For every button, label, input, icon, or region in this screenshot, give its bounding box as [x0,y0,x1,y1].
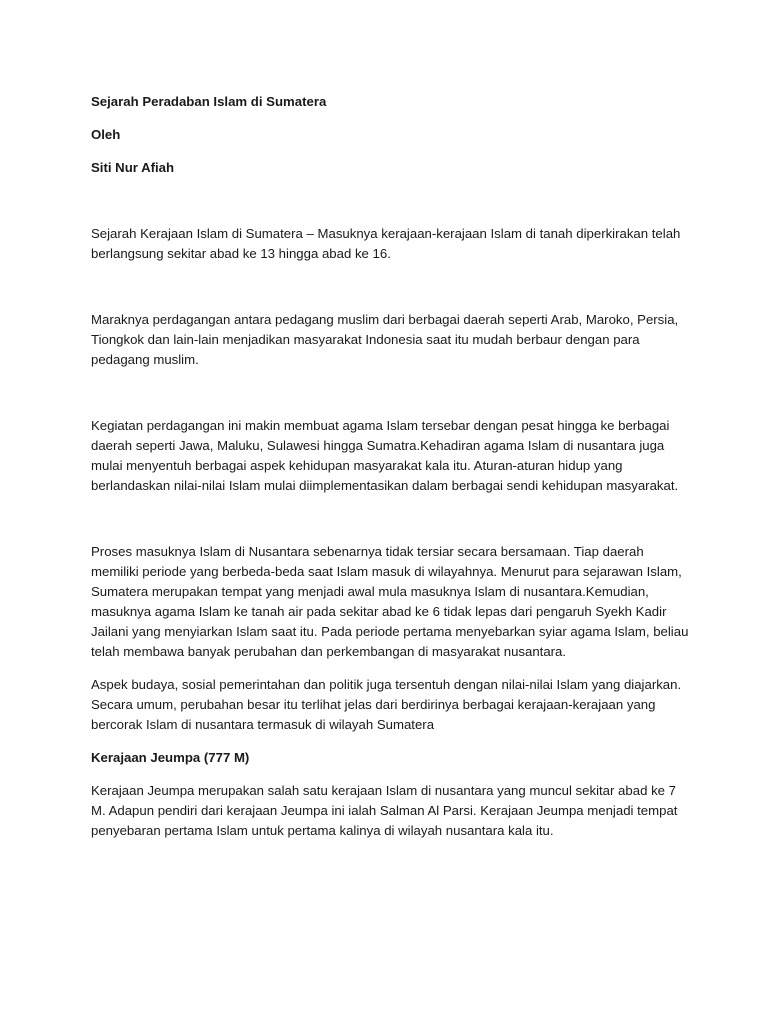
paragraph-intro: Sejarah Kerajaan Islam di Sumatera – Masuknya kerajaan-kerajaan Islam di tanah diperkirakan telah berlangsung sekitar abad ke 13 hingga abad ke 16. [91,226,681,261]
document-body [91,92,691,841]
paragraph-process: Proses masuknya Islam di Nusantara sebenarnya tidak tersiar secara bersamaan. Tiap daerah memiliki periode yang berbeda-beda saat Islam masuk di wilayahnya. Menurut para sejarawan Islam, Sumatera merupakan tempat yang menjadi awal mula masuknya Islam di nusantara.Kemudian, masuknya agama Islam ke tanah air pada sekitar abad ke 6 tidak lepas dari pengaruh Syekh Kadir Jailani yang menyiarkan Islam saat itu. Pada periode pertama menyebarkan syiar agama Islam, beliau telah membawa banyak perubahan dan perkembangan di masyarakat nusantara. [91,544,689,659]
by-label: Oleh [91,127,121,142]
document-title: Sejarah Peradaban Islam di Sumatera [91,94,327,109]
paragraph-trade: Maraknya perdagangan antara pedagang muslim dari berbagai daerah seperti Arab, Maroko, Persia, Tiongkok dan lain-lain menjadikan masyarakat Indonesia saat itu mudah berbaur dengan para pedagang muslim. [91,312,679,367]
section-heading-jeumpa: Kerajaan Jeumpa (777 M) [91,750,250,765]
author-name: Siti Nur Afiah [91,160,175,175]
paragraph-jeumpa: Kerajaan Jeumpa merupakan salah satu kerajaan Islam di nusantara yang muncul sekitar abad ke 7 M. Adapun pendiri dari kerajaan Jeumpa ini ialah Salman Al Parsi. Kerajaan Jeumpa menjadi tempat penyebaran pertama Islam untuk pertama kalinya di wilayah nusantara kala itu. [91,783,678,838]
paragraph-aspects: Aspek budaya, sosial pemerintahan dan politik juga tersentuh dengan nilai-nilai Islam yang diajarkan. Secara umum, perubahan besar itu terlihat jelas dari berdirinya berbagai kerajaan-kerajaan yang bercorak Islam di nusantara termasuk di wilayah Sumatera [91,677,682,732]
paragraph-spread: Kegiatan perdagangan ini makin membuat agama Islam tersebar dengan pesat hingga ke berbagai daerah seperti Jawa, Maluku, Sulawesi hingga Sumatra.Kehadiran agama Islam di nusantara juga mulai menyentuh berbagai aspek kehidupan masyarakat kala itu. Aturan-aturan hidup yang berlandaskan nilai-nilai Islam mulai diimplementasikan dalam berbagai sendi kehidupan masyarakat. [91,418,679,493]
